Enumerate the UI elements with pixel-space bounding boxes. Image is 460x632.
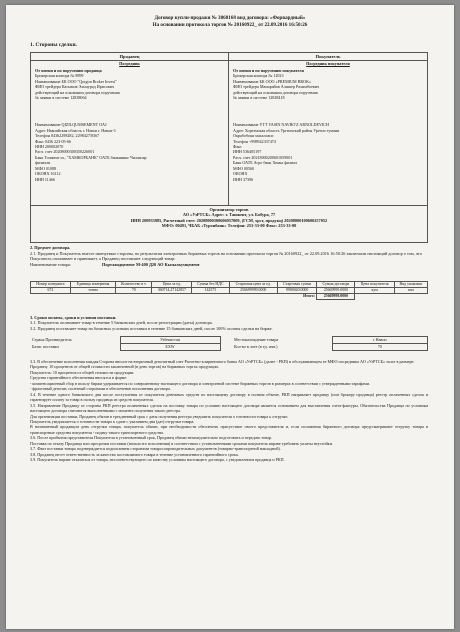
buyer-heading: Покупатель (229, 53, 427, 61)
contract-title: Договор купли-продажи № 3868168 вид договора: «Форвардный» (154, 15, 306, 21)
buyer-detail: Расч. счет 20218000200601059001 (233, 154, 293, 160)
seller-detail: ИНН 200002070 (35, 144, 64, 150)
section-2-title: 2. Предмет договора. (30, 245, 71, 250)
buyer-line: Брокерская контора № 12023 (233, 73, 284, 79)
goods-column-header: Сумма без НДС (192, 282, 229, 288)
goods-column-header: Цена за ед. (152, 282, 192, 288)
buyer-subheading: Посредник покупателя (306, 61, 350, 66)
organizer-account: ИНН 200933985, Расчетный счет: 20208000300606057009, (ГСМ, хрст, продукц) 20208000100600257052 (130, 217, 328, 223)
goods-total-row (31, 294, 428, 300)
seller-detail: Телефон 04362298282, 2298427/8367 (35, 133, 100, 139)
contract-clause: Для организации поставки, Продавец обязан в трехдневный срок с даты получения реестра уведомить покупателя о готовности товара к отгрузке. (30, 413, 289, 419)
place-label: Местонахождение товара (234, 337, 279, 343)
seller-detail: филиали (35, 160, 51, 166)
organizer-title: Организатор торгов (209, 207, 249, 212)
organizer-block (30, 206, 428, 243)
buyer-detail: ОКОНХ (233, 171, 248, 177)
product-label: Наименование товара: (30, 261, 71, 267)
seller-spacer (35, 100, 224, 122)
goods-column-header: Номер контракта (31, 282, 71, 288)
contract-clause: 3.3. В обеспечение исполнения каждая Сторона вносит на вторичный депозитный счет Расчетно-клирингового банка АО «УзРТСБ» (далее - РКП) в обслуживающем ее МФО посредника АО «УзРТСБ» залог в размере: (30, 359, 415, 364)
buyer-detail: МФО 00560 (233, 165, 255, 171)
product-name: Портландцемент М-400 Д20 АО Кызылкумцемент (102, 261, 200, 267)
contract-clause: Продавец: 10 процентов от общей стоимости заключенной (в день торгов) на биржевых торгах продукции. (30, 364, 219, 370)
goods-cell: 142575 (192, 288, 229, 294)
organizer-contacts: МФО: 00491, ЧБАБ «Туронбанк» Телефон: 253-33-00 Факс: 253-33-00 (161, 223, 297, 229)
contract-header (6, 15, 454, 28)
section-2-paragraph: 2.1. Продавец и Покупатель вместе именуемые стороны, по результатам электронных биржевых торгов на основании протокола торгов № 20160922_ от 22.09.2016 16:50:26 заключили настоящий договор о том, что Покупатель оплачивает и принимает, а Продавец поставляет следующий товар: (30, 250, 422, 262)
contract-body-text (30, 359, 428, 463)
contract-clause: 3.8. Продавец несет ответственность за качество поставляемого товара в течение установленного гарантийного срока. (30, 451, 239, 457)
contract-clause: Покупатель: 10 процентов от общей стоимости продукции. (30, 369, 135, 375)
buyer-detail: Банк ОАТБ Агро банк Хонка филиал (233, 160, 298, 166)
goods-cell: тонна (70, 288, 115, 294)
country-value: Узбекистан (120, 337, 220, 344)
contract-clause: - фрахтовый депозит, полезный сторонами в обеспечение исполнения договора. (30, 386, 171, 392)
buyer-spacer (233, 100, 423, 122)
buyer-detail: Окрабобоки махалласи (233, 133, 274, 139)
buyer-detail: Телефон +998942337474 (233, 138, 276, 144)
seller-column (31, 53, 229, 205)
buyer-detail: ИНН 536405197 (233, 149, 262, 155)
seller-detail: Наименование QIZILQUMSEMENT OAJ (35, 122, 107, 128)
seller-line: № заявки в системе 12838064 (35, 95, 87, 101)
total-label: Итого: (303, 294, 315, 299)
seller-detail: Банк Тошкент ш., "ХАМКОРБАНК" ОАТБ банкининг Чиланзар (35, 154, 147, 160)
goods-table (30, 281, 428, 300)
goods-column-header: Стартовая цена за ед. (229, 282, 277, 288)
seller-detail: Расч. счет 20208000300350226001 (35, 149, 95, 155)
buyer-line: действующий на основании договора поручения (233, 89, 318, 95)
contract-clause: 3.9. Покупатель вправе отказаться от товара, несоответствующего по качеству условиям настоящего договора, с уведомлением продавца и РКП. (30, 457, 285, 463)
place-value: г Навои (332, 337, 428, 344)
logistics-table (30, 336, 428, 351)
goods-cell: 672 (31, 288, 71, 294)
contract-clause: Средства гарантийного обеспечения вносятся в форме: (30, 375, 128, 381)
buyer-line: № заявки в системе 12828418 (233, 95, 285, 101)
buyer-detail: Адрес Хорезмская область Ургенчский район Ургенч тумани (233, 127, 340, 133)
delivery-term: 3.2. Продавец поставляет товар на базисных условиях поставки в течение 15 банковских дней, после 100% оплаты сделки на бирже. (30, 325, 273, 331)
goods-column-header: Цена покупателя (355, 282, 394, 288)
seller-line: действующий на основании договора поручения (35, 89, 120, 95)
goods-cell: 256699999.0000 (229, 288, 277, 294)
contract-clause: 3.4. В течение одного банковского дня после поступления от покупателя денежных средств по настоящему договору в полном объеме, РКП направляет продавцу (или брокеру продавца) реестр оплаченных сделок и гарантирует оплату за товар в пользу продавца из средств покупателя. (30, 391, 428, 403)
goods-cell: 9980040.0000 (277, 288, 316, 294)
protocol-reference: На основании протокола торгов № 20160922_ от 22.09.2016 16:50:26 (152, 21, 308, 28)
buyer-column (229, 53, 427, 205)
seller-subheading: Посредник (119, 61, 140, 66)
goods-column-header: Вид упаковки (394, 282, 427, 288)
contract-page (6, 5, 454, 629)
buyer-line: Наименование БК ООО «PREMIUM BROK» (233, 78, 312, 84)
section-3-title: 3. Сроки оплаты, сроки и условия поставки. (30, 315, 117, 320)
buyer-detail: ИНН 37396 (233, 176, 254, 182)
seller-line: Брокерская контора № 9899 (35, 73, 84, 79)
goods-column-header: Единица измерения (70, 282, 115, 288)
basis-value: EXW (120, 344, 220, 351)
total-filler (355, 294, 428, 300)
contract-clause: В назначенный продавцом день отгрузки товара, покупатель обязан, при необходимости обеспечить присутствие своего представителя и, если положения биржевого договора предусматривают отгрузку товара в транспортные средства покупателя - подачу такого транспортного средства. (30, 424, 428, 435)
parties-table (30, 52, 428, 206)
section-2 (30, 245, 428, 268)
section-1-title: 1. Стороны сделки. (30, 42, 77, 48)
goods-cell: вап (394, 288, 427, 294)
buyer-detail: Наименование YTT VASIN NAVRO'Z ARNOLDEVICH (233, 122, 329, 128)
seller-detail: Факс 0436 223-05-66 (35, 138, 72, 144)
seller-line: ФИО трейдера Касымов Эльмурод Ирисович (35, 84, 115, 90)
buyer-line: ФИО трейдера Мамарайов Алишер Рахимбоевич (233, 84, 320, 90)
goods-cell: 70 (116, 288, 152, 294)
buyer-details (229, 67, 427, 183)
seller-line: Наименование БК ООО "Qorgon Broker Invest" (35, 78, 117, 84)
contract-clause: Покупатель уведомляется о готовности товара к сдаче с указанием дня (дат) отгрузки товара. (30, 418, 195, 424)
payment-term: 3.1. Покупатель оплачивает товар в течение 5 банковских дней, после регистрации (даты) договора. (30, 320, 213, 326)
seller-details (31, 67, 228, 183)
seller-heading: Продавец (31, 53, 228, 61)
buyer-detail: Факс (233, 144, 242, 150)
total-value: 25669999.0000 (317, 294, 355, 300)
goods-cell: кум (355, 288, 394, 294)
seller-detail: Адрес Навоийская область г. Навои г. Навои-3 (35, 127, 116, 133)
seller-line: От имени и по поручению продавца (35, 68, 102, 73)
seller-detail: МФО 01088 (35, 165, 57, 171)
seller-detail: ОКОНХ 16112 (35, 171, 61, 177)
goods-column-header: Сумма договора (317, 282, 355, 288)
section-3 (30, 315, 428, 331)
goods-cell: 25669999.0000 (317, 288, 355, 294)
seller-detail: ИНН 11466 (35, 176, 55, 182)
contract-clause: 3.7. Факт поставки товара подтверждается подписанием сторонами товаросопроводительных документов (товарно-транспортной накладной). (30, 446, 281, 452)
goods-column-header: Стартовая сумма (277, 282, 316, 288)
contract-clause: Поставка по отказу Продавца или просрочки поставки (начала его исполнения) в соответствии с установленными сроками покупатель вправе требовать уплаты неустойки. (30, 440, 333, 446)
goods-column-header: Количество в т. (116, 282, 152, 288)
basis-label: Базис поставки (32, 344, 59, 350)
organizer-address: АО «УзРТСБ» Адрес: г. Ташкент, ул. Бобура, 77 (182, 212, 276, 218)
contract-clause: 3.5. Направление Продавцу от стороны РКП реестра оплаченных сделок на поставку товара по условию настоящего договора является основанием для выставления счета-фактуры. Обязательства Продавца по условиям настоящего договора считаются выполненными с момента получения такого реестра. (30, 402, 428, 414)
quantity-label: Кол-во в лоте (в ед. изм.) (234, 344, 278, 350)
goods-cell: 360714,27142857 (152, 288, 192, 294)
quantity-value: 70 (332, 344, 428, 351)
contract-clause: 3.6. После прибытия представителя Покупателя в установленный срок, Продавец обязан незамедлительно подготовить и передать товар. (30, 435, 272, 441)
buyer-line: От имени и по поручению покупателя (233, 68, 304, 73)
country-label: Страна Производитель (32, 337, 72, 343)
contract-clause: - компенсационный сбор в пользу биржи удерживается по совершенному настоящего договора и электронной системе биржевых торгов в размерах в соответствии с утвержденными тарифами. (30, 380, 370, 386)
